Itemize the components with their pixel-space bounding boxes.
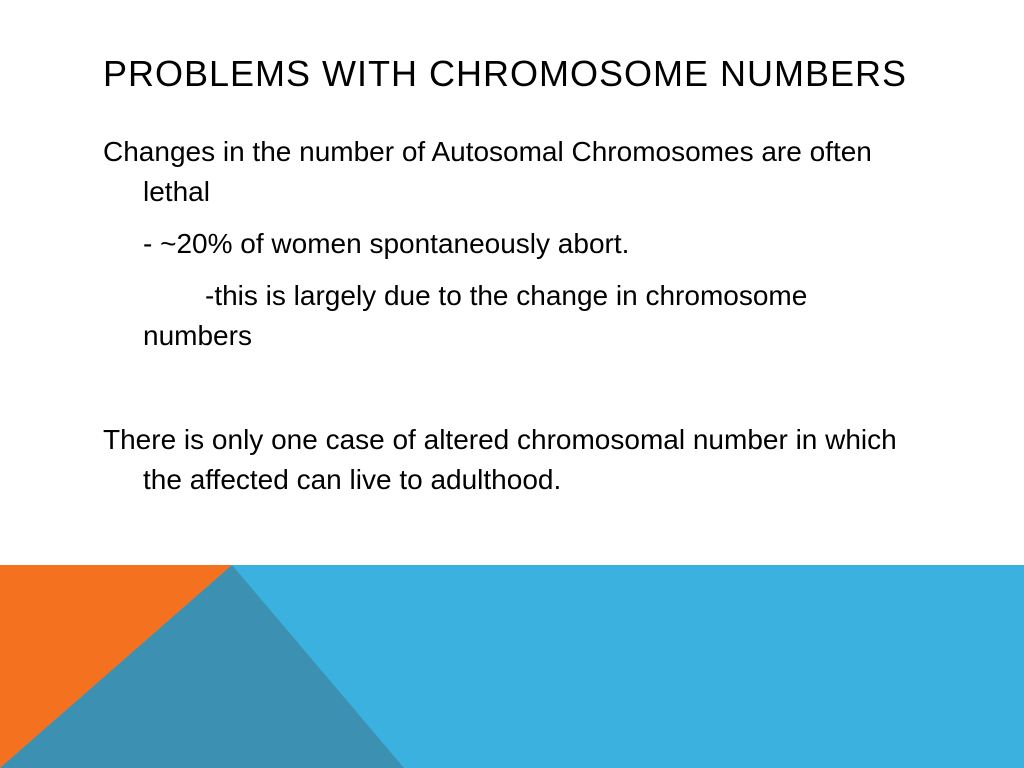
slide-title: PROBLEMS WITH CHROMOSOME NUMBERS: [103, 53, 908, 94]
slide-body: [103, 132, 923, 500]
paragraph-spontaneous-abort: - ~20% of women spontaneously abort.: [143, 228, 630, 259]
paragraph-chromosome-change: -this is largely due to the change in chromosome numbers: [143, 280, 808, 351]
paragraph-autosomal-changes: Changes in the number of Autosomal Chromosomes are often lethal: [103, 136, 872, 207]
footer-decoration: [0, 565, 1024, 768]
paragraph-adulthood-case: There is only one case of altered chromosomal number in which the affected can live to adulthood.: [103, 424, 897, 495]
